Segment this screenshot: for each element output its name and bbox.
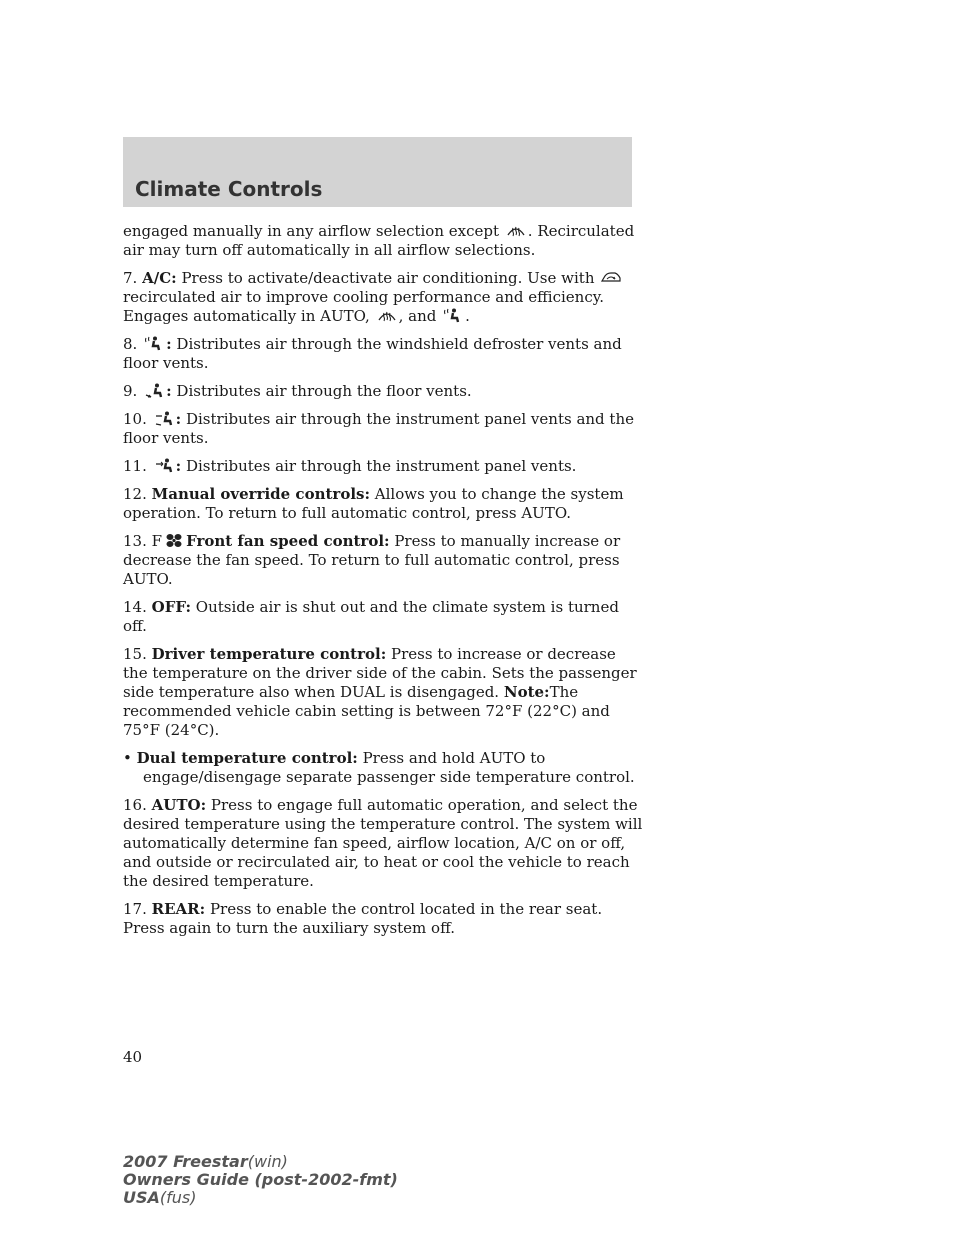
footer-line-2: Owners Guide (post-2002-fmt) — [123, 1170, 398, 1189]
intro-paragraph: engaged manually in any airflow selection except . Recirculated air may turn off automatically in all airflow selections. — [123, 222, 635, 259]
item-12: 12. Manual override controls: Allows you to change the system operation. To return to full automatic control, press AUTO. — [123, 485, 624, 522]
item-13: 13. F Front fan speed control: Press to manually increase or decrease the fan speed. To return to full automatic control, press AUTO. — [123, 532, 621, 588]
item-11: 11. : Distributes air through the instrument panel vents. — [123, 457, 577, 475]
footer — [123, 1153, 398, 1207]
fan-icon — [164, 533, 184, 548]
floor-icon — [144, 383, 164, 398]
panel-floor-icon — [154, 411, 174, 426]
item-10: 10. : Distributes air through the instrument panel vents and the floor vents. — [123, 410, 634, 447]
page-content — [123, 222, 643, 947]
floor-defrost-icon — [144, 336, 164, 351]
floor-defrost-icon — [443, 308, 463, 323]
footer-line-3: USA(fus) — [123, 1188, 197, 1207]
bullet-item: • Dual temperature control: Press and hold AUTO to engage/disengage separate passenger side temperature control. — [123, 749, 635, 786]
item-9: 9. : Distributes air through the floor vents. — [123, 382, 472, 400]
item-15: 15. Driver temperature control: Press to increase or decrease the temperature on the driver side of the cabin. Sets the passenger side temperature also when DUAL is disengaged. Note:The recommended vehicle cabin setting is between 72°F (22°C) and 75°F (24°C). — [123, 645, 637, 739]
recirculate-icon — [601, 270, 621, 285]
page-number: 40 — [123, 1048, 143, 1066]
header-band — [123, 137, 632, 207]
item-14: 14. OFF: Outside air is shut out and the climate system is turned off. — [123, 598, 619, 635]
item-16: 16. AUTO: Press to engage full automatic operation, and select the desired temperature using the temperature control. The system will automatically determine fan speed, airflow location, A/C on or off, and outside or recirculated air, to heat or cool the vehicle to reach the desired temperature. — [123, 796, 643, 890]
item-17: 17. REAR: Press to enable the control located in the rear seat. Press again to turn the auxiliary system off. — [123, 900, 603, 937]
defrost-icon — [377, 308, 397, 323]
page-title: Climate Controls — [135, 177, 323, 201]
item-7: 7. A/C: Press to activate/deactivate air conditioning. Use with recirculated air to improve cooling performance and efficiency. Engages automatically in AUTO, , and . — [123, 269, 643, 326]
footer-line-1: 2007 Freestar(win) — [123, 1152, 288, 1171]
item-8: 8. : Distributes air through the windshield defroster vents and floor vents. — [123, 335, 622, 372]
defrost-icon — [506, 223, 526, 238]
panel-icon — [154, 458, 174, 473]
